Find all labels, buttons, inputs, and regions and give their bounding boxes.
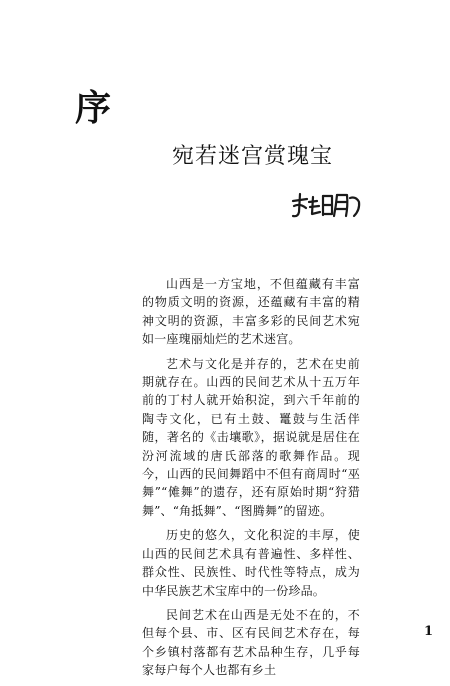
paragraph-4: 民间艺术在山西是无处不在的，不但每个县、市、区有民间艺术存在，每个乡镇村落都有艺术品种生存，几乎每家每户每个人也都有乡土 xyxy=(142,607,360,678)
preface-body xyxy=(142,275,360,686)
preface-subtitle: 宛若迷宫赏瑰宝 xyxy=(172,144,334,169)
paragraph-1: 山西是一方宝地，不但蕴藏有丰富的物质文明的资源，还蕴藏有丰富的精神文明的资源，丰富多彩的民间艺术宛如一座瑰丽灿烂的艺术迷宫。 xyxy=(142,277,360,347)
preface-heading: 序 xyxy=(75,87,112,129)
paragraph-2: 艺术与文化是并存的，艺术在史前期就存在。山西的民间艺术从十五万年前的丁村人就开始积淀，到六千年前的陶寺文化，已有土鼓、鼍鼓与生活伴随，著名的《击壤歌》，据说就是居住在汾河流域的唐氏部落的歌舞作品。现今，山西的民间舞蹈中不但有商周时“巫舞”“傩舞”的遗存，还有原始时期“狩猎舞”、“角抵舞”、“图腾舞”的留迹。 xyxy=(142,356,360,518)
author-signature xyxy=(290,192,362,220)
paragraph-3: 历史的悠久，文化积淀的丰厚，使山西的民间艺术具有普遍性、多样性、群众性、民族性、时代性等特点，成为中华民族艺术宝库中的一份珍品。 xyxy=(142,528,360,598)
page-number: 1 xyxy=(424,624,434,639)
